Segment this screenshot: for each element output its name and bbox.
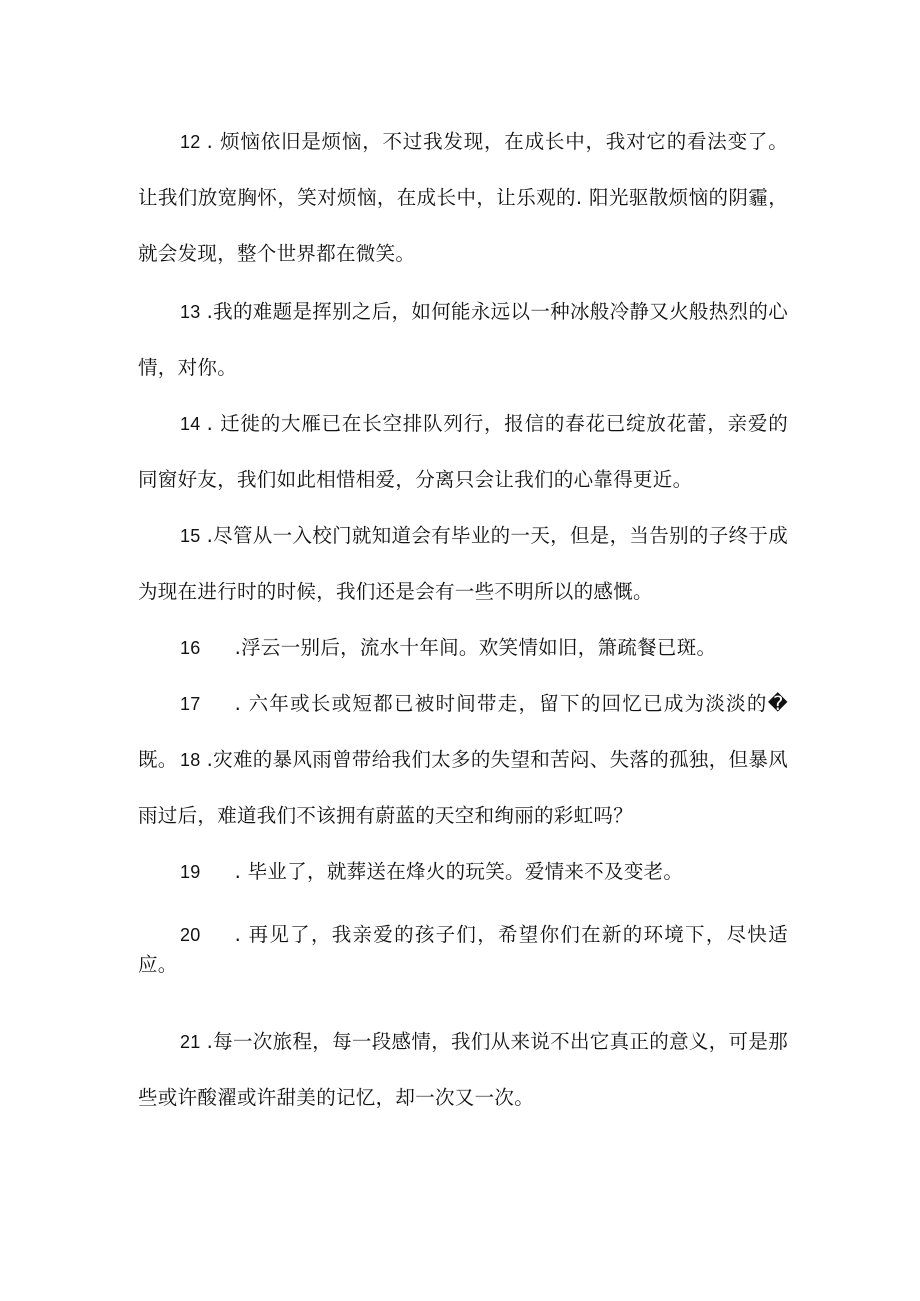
paragraph-text: .尽管从一入校门就知道会有毕业的一天，但是，当告别的子终于成为现在进行时的时候，我们还是会有一些不明所以的感慨。 <box>138 524 788 603</box>
paragraph-text: . 迁徙的大雁已在长空排队列行，报信的春花已绽放花蕾，亲爱的同窗好友，我们如此相惜相爱，分离只会让我们的心靠得更近。 <box>138 412 788 491</box>
item-number: 17 <box>180 694 201 714</box>
paragraph-13 <box>138 284 788 396</box>
item-number: 16 <box>180 638 201 658</box>
item-number: 18 <box>180 750 201 770</box>
item-number: 20 <box>180 925 201 945</box>
item-number: 14 <box>180 414 201 434</box>
item-number: 21 <box>180 1032 201 1052</box>
paragraph-16 <box>138 620 788 676</box>
paragraph-21 <box>138 1014 788 1126</box>
paragraph-text: . 烦恼依旧是烦恼，不过我发现，在成长中，我对它的看法变了。让我们放宽胸怀，笑对烦恼，在成长中，让乐观的. 阳光驱散烦恼的阴霾，就会发现，整个世界都在微笑。 <box>138 130 788 265</box>
paragraph-text: .浮云一别后，流水十年间。欢笑情如旧，箫疏餐已斑。 <box>234 636 717 659</box>
paragraph-text: . 六年或长或短都已被时间带走，留下的回忆已成为淡淡的�既。 <box>138 692 788 771</box>
paragraph-18 <box>138 732 788 844</box>
item-number: 12 <box>180 132 201 152</box>
paragraph-text: .灾难的暴风雨曾带给我们太多的失望和苦闷、失落的孤独，但暴风雨过后，难道我们不该拥有蔚蓝的天空和绚丽的彩虹吗？ <box>138 748 788 827</box>
item-number: 13 <box>180 302 201 322</box>
item-number: 19 <box>180 862 201 882</box>
paragraph-text: .我的难题是挥别之后，如何能永远以一种冰般冷静又火般热烈的心情，对你。 <box>138 300 788 379</box>
item-number: 15 <box>180 526 201 546</box>
paragraph-12 <box>138 114 788 282</box>
paragraph-20 <box>138 920 788 980</box>
paragraph-text: .每一次旅程，每一段感情，我们从来说不出它真正的意义，可是那些或许酸濯或许甜美的记忆，却一次又一次。 <box>138 1030 788 1109</box>
paragraph-15 <box>138 508 788 620</box>
paragraph-14 <box>138 396 788 508</box>
paragraph-19 <box>138 844 788 900</box>
paragraph-text: . 再见了，我亲爱的孩子们，希望你们在新的环境下，尽快适应。 <box>138 923 788 976</box>
paragraph-text: . 毕业了，就葬送在烽火的玩笑。爱情来不及变老。 <box>234 860 684 883</box>
